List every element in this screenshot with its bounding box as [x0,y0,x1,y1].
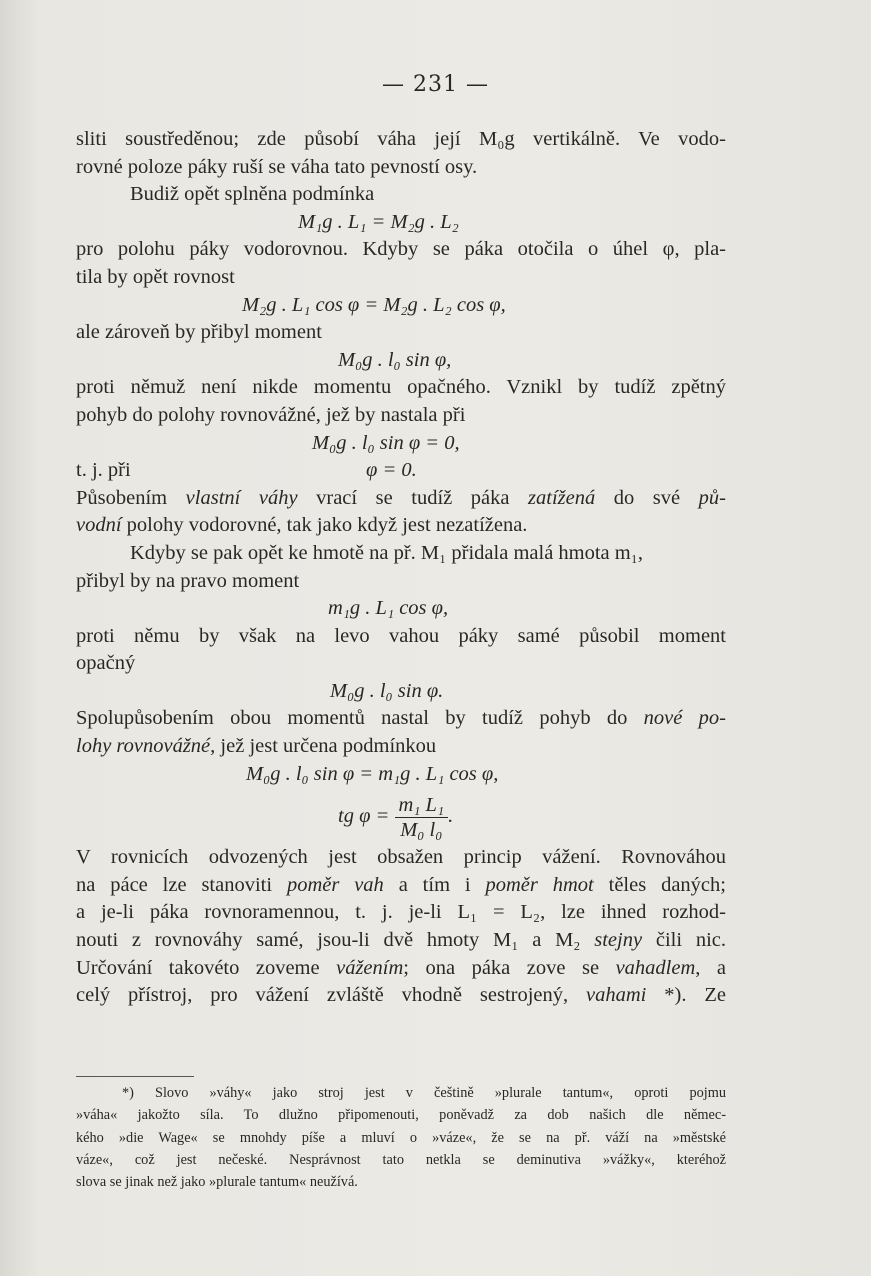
emphasis: zatížená [528,486,596,509]
text-line [76,733,726,761]
text-fragment: a tím i [383,873,486,896]
text-line: Budiž opět splněna podmínka [130,183,375,206]
text-line [76,872,726,900]
text-line: sliti soustředěnou; zde působí váha její M₀g vertikálně. Ve vodo- [76,128,726,150]
emphasis: vlastní váhy [185,486,298,509]
emphasis: nové po- [643,707,726,730]
footnote-line: váze«, což jest nečeské. Nesprávnost tato netkla se deminutiva »vážky«, kteréhož [76,1151,726,1168]
equation-fraction [76,788,726,844]
text-fragment: čili nic. [642,929,726,952]
footnote-line: »váha« jakožto síla. To dlužno připomenouti, poněvadž za dob našich dle němec- [76,1107,726,1124]
equation: M₂g . L₁ cos φ = M₂g . L₂ cos φ, [242,293,506,316]
text-fragment: ; ona páka zove se [403,956,616,979]
text-fragment: na páce lze stanoviti [76,873,287,896]
text-fragment: *). Ze [646,984,726,1007]
emphasis: vážením [336,956,404,979]
text-line: proti němuž není nikde momentu opačného. Vznikl by tudíž zpětný [76,376,726,399]
text-fragment: polohy vodorovné, tak jako když jest nezatížena. [121,514,528,537]
text-line: ale zároveň by přibyl moment [76,321,322,344]
equation: M₀g . l₀ sin φ. [330,679,444,702]
equation: φ = 0. [366,459,417,482]
text-fragment: Spolupůsobením obou momentů nastal by tudíž pohyb do [76,707,644,730]
equation: M₀g . l₀ sin φ, [338,348,452,371]
text-line: pohyb do polohy rovnovážné, jež by nastala při [76,403,466,426]
text-line: V rovnicích odvozených jest obsažen princip vážení. Rovnováhou [76,846,726,869]
text-fragment: nouti z rovnováhy samé, jsou-li dvě hmoty M₁ a M₂ [76,929,595,952]
text-line: pro polohu páky vodorovnou. Kdyby se páka otočila o úhel φ, pla- [76,238,726,261]
text-fragment: do své [595,486,699,509]
emphasis: lohy rovnovážné, [76,735,216,758]
text-line [76,705,726,733]
equation: M₀g . l₀ sin φ = 0, [312,431,460,454]
footnote [76,1082,726,1193]
text-line [76,955,726,983]
text-line [76,982,726,1010]
emphasis: stejny [594,929,643,952]
text-line [76,512,726,540]
text-line: opačný [76,652,136,675]
footnote-separator [76,1076,194,1077]
text-line: přibyl by na pravo moment [76,569,300,592]
equation: m₁g . L₁ cos φ, [328,597,449,620]
footnote-line: slova se jinak než jako »plurale tantum« neužívá. [76,1174,358,1191]
text-fragment: těles daných; [593,873,726,896]
fraction-numerator: m₁ L₁ [395,793,449,818]
text-line [76,485,726,513]
fraction-denominator: M₀ l₀ [400,819,443,842]
emphasis: vahami [586,984,647,1007]
page-number: — 231 — [382,72,489,97]
text-line [76,927,726,955]
text-fragment: Určování takovéto zoveme [76,956,337,979]
emphasis: vodní [76,514,122,537]
text-line: Kdyby se pak opět ke hmotě na př. M₁ přidala malá hmota m₁, [130,541,644,564]
fraction-end: . [448,805,454,828]
equation: M₀g . l₀ sin φ = m₁g . L₁ cos φ, [246,762,499,785]
text-line: tila by opět rovnost [76,265,235,288]
text-fragment: Působením [76,486,186,509]
emphasis: poměr hmot [485,873,594,896]
emphasis: pů- [698,486,726,509]
emphasis: poměr vah [286,873,384,896]
text-line [76,457,726,485]
text-fragment: jež jest určena podmínkou [215,735,437,758]
text-line: proti němu by však na levo vahou páky samé působil moment [76,624,726,647]
text-line: rovné poloze páky ruší se váha tato pevností osy. [76,155,478,178]
fraction-lhs: tg φ = [338,805,390,828]
main-text [76,126,726,1010]
footnote-line: *) Slovo »váhy« jako stroj jest v češtině »plurale tantum«, oproti pojmu [122,1085,726,1101]
text-fragment: , a [695,956,726,979]
text-fragment: vrací se tudíž páka [297,486,529,509]
text-fragment: t. j. při [76,459,131,482]
text-fragment: celý přístroj, pro vážení zvláště vhodně sestrojený, [76,984,587,1007]
emphasis: vahadlem [615,956,696,979]
equation: M₁g . L₁ = M₂g . L₂ [298,210,459,233]
fraction [395,793,449,842]
text-line: a je-li páka rovnoramennou, t. j. je-li L₁ = L₂, lze ihned rozhod- [76,901,726,924]
footnote-line: kého »die Wage« se mnohdy píše a mluví o »váze«, že se na př. váží na »městské [76,1129,726,1146]
